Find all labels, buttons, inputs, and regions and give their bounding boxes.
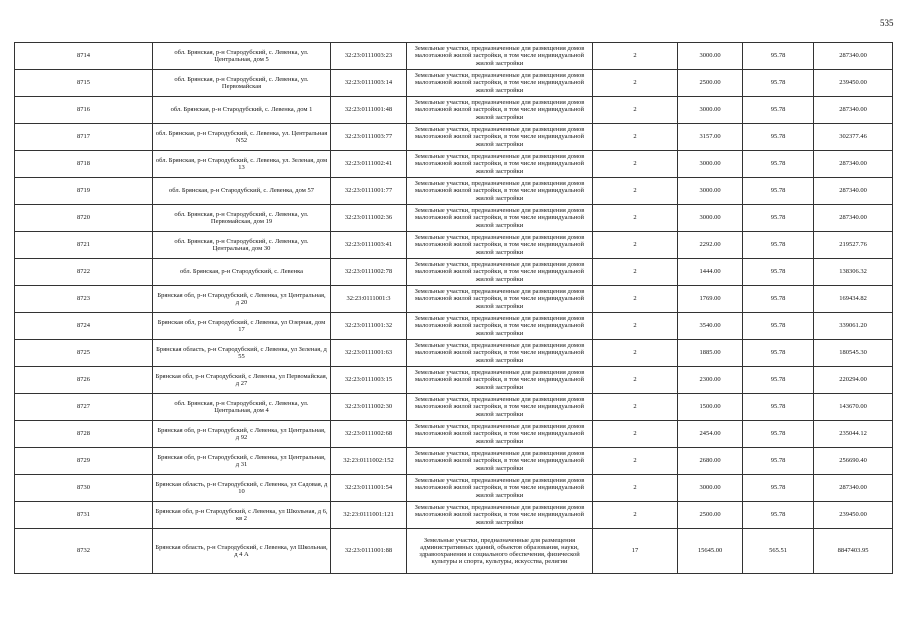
land-use-purpose-cell: Земельные участки, предназначенные для размещения домов малоэтажной жилой застройки, в том числе индивидуальной жилой застройки [407,97,593,124]
page-number: 535 [880,18,894,28]
address-cell: обл. Брянская, р-н Стародубский, с. Левенка, дом 57 [153,178,331,205]
address-cell: Брянская область, р-н Стародубский, с Левенка, ул Школьная, д 4 А [153,529,331,574]
cadastral-number-cell: 32:23:0111001:32 [331,313,407,340]
area-cell: 1444.00 [678,259,743,286]
cadastral-value-cell: 169434.82 [814,286,893,313]
cadastral-value-cell: 220294.00 [814,367,893,394]
specific-value-cell: 95.78 [743,124,814,151]
area-cell: 1885.00 [678,340,743,367]
address-cell: Брянская обл, р-н Стародубский, с Левенка, ул Первомайская, д 27 [153,367,331,394]
row-number-cell: 8728 [15,421,153,448]
table-row [15,205,893,232]
area-cell: 3000.00 [678,97,743,124]
cadastral-number-cell: 32:23:0111002:41 [331,151,407,178]
cadastral-value-cell: 339061.20 [814,313,893,340]
address-cell: обл. Брянская, р-н Стародубский, с. Левенка, ул. Зеленая, дом 13 [153,151,331,178]
land-use-purpose-cell: Земельные участки, предназначенные для размещения домов малоэтажной жилой застройки, в том числе индивидуальной жилой застройки [407,232,593,259]
row-number-cell: 8729 [15,448,153,475]
cadastral-number-cell: 32:23:0111003:41 [331,232,407,259]
cadastral-value-cell: 219527.76 [814,232,893,259]
address-cell: обл. Брянская, р-н Стародубский, с. Левенка, дом 1 [153,97,331,124]
use-group-cell: 2 [593,475,678,502]
specific-value-cell: 95.78 [743,421,814,448]
use-group-cell: 2 [593,151,678,178]
land-use-purpose-cell: Земельные участки, предназначенные для размещения домов малоэтажной жилой застройки, в том числе индивидуальной жилой застройки [407,124,593,151]
address-cell: Брянская область, р-н Стародубский, с Левенка, ул Зеленая, д 55 [153,340,331,367]
address-cell: обл. Брянская, р-н Стародубский, с. Левенка, ул. Первомайская [153,70,331,97]
cadastral-number-cell: 32:23:0111003:15 [331,367,407,394]
specific-value-cell: 95.78 [743,394,814,421]
address-cell: Брянская обл, р-н Стародубский, с Левенка, ул Школьная, д 6, кв 2 [153,502,331,529]
table-row [15,43,893,70]
cadastral-number-cell: 32:23:0111001:88 [331,529,407,574]
area-cell: 15645.00 [678,529,743,574]
row-number-cell: 8724 [15,313,153,340]
area-cell: 3157.00 [678,124,743,151]
land-use-purpose-cell: Земельные участки, предназначенные для размещения домов малоэтажной жилой застройки, в том числе индивидуальной жилой застройки [407,475,593,502]
cadastral-value-cell: 287340.00 [814,205,893,232]
land-use-purpose-cell: Земельные участки, предназначенные для размещения домов малоэтажной жилой застройки, в том числе индивидуальной жилой застройки [407,448,593,475]
cadastral-value-cell: 287340.00 [814,178,893,205]
specific-value-cell: 95.78 [743,286,814,313]
area-cell: 2292.00 [678,232,743,259]
specific-value-cell: 95.78 [743,259,814,286]
cadastral-number-cell: 32:23:0111002:152 [331,448,407,475]
land-use-purpose-cell: Земельные участки, предназначенные для размещения домов малоэтажной жилой застройки, в том числе индивидуальной жилой застройки [407,313,593,340]
table-row [15,448,893,475]
area-cell: 2300.00 [678,367,743,394]
specific-value-cell: 95.78 [743,502,814,529]
table-row [15,286,893,313]
area-cell: 2680.00 [678,448,743,475]
area-cell: 3000.00 [678,475,743,502]
row-number-cell: 8727 [15,394,153,421]
land-use-purpose-cell: Земельные участки, предназначенные для размещения домов малоэтажной жилой застройки, в том числе индивидуальной жилой застройки [407,205,593,232]
use-group-cell: 17 [593,529,678,574]
use-group-cell: 2 [593,286,678,313]
cadastral-number-cell: 32:23:0111002:78 [331,259,407,286]
address-cell: обл. Брянская, р-н Стародубский, с. Левенка, ул. Первомайская, дом 19 [153,205,331,232]
cadastral-number-cell: 32:23:0111003:23 [331,43,407,70]
row-number-cell: 8715 [15,70,153,97]
land-use-purpose-cell: Земельные участки, предназначенные для размещения домов малоэтажной жилой застройки, в том числе индивидуальной жилой застройки [407,259,593,286]
cadastral-value-cell: 180545.30 [814,340,893,367]
land-use-purpose-cell: Земельные участки, предназначенные для размещения домов малоэтажной жилой застройки, в том числе индивидуальной жилой застройки [407,178,593,205]
cadastral-value-cell: 239450.00 [814,70,893,97]
use-group-cell: 2 [593,43,678,70]
area-cell: 1769.00 [678,286,743,313]
address-cell: Брянская область, р-н Стародубский, с Левенка, ул Садовая, д 10 [153,475,331,502]
area-cell: 2500.00 [678,502,743,529]
land-use-purpose-cell: Земельные участки, предназначенные для размещения домов малоэтажной жилой застройки, в том числе индивидуальной жилой застройки [407,367,593,394]
specific-value-cell: 95.78 [743,70,814,97]
table-row [15,151,893,178]
table-row [15,178,893,205]
address-cell: обл. Брянская, р-н Стародубский, с. Левенка [153,259,331,286]
row-number-cell: 8722 [15,259,153,286]
cadastral-number-cell: 32:23:0111001:3 [331,286,407,313]
area-cell: 3000.00 [678,178,743,205]
area-cell: 2454.00 [678,421,743,448]
row-number-cell: 8731 [15,502,153,529]
specific-value-cell: 95.78 [743,178,814,205]
row-number-cell: 8717 [15,124,153,151]
cadastral-number-cell: 32:23:0111002:30 [331,394,407,421]
cadastral-number-cell: 32:23:0111001:63 [331,340,407,367]
row-number-cell: 8718 [15,151,153,178]
cadastral-number-cell: 32:23:0111001:48 [331,97,407,124]
cadastral-value-cell: 8847403.95 [814,529,893,574]
row-number-cell: 8723 [15,286,153,313]
cadastral-number-cell: 32:23:0111002:36 [331,205,407,232]
land-use-purpose-cell: Земельные участки, предназначенные для размещения домов малоэтажной жилой застройки, в том числе индивидуальной жилой застройки [407,340,593,367]
cadastral-value-cell: 287340.00 [814,475,893,502]
area-cell: 3000.00 [678,205,743,232]
cadastral-number-cell: 32:23:0111001:121 [331,502,407,529]
table-row [15,259,893,286]
address-cell: Брянская обл, р-н Стародубский, с Левенка, ул Озерная, дом 17 [153,313,331,340]
specific-value-cell: 95.78 [743,205,814,232]
land-use-purpose-cell: Земельные участки, предназначенные для размещения домов малоэтажной жилой застройки, в том числе индивидуальной жилой застройки [407,286,593,313]
row-number-cell: 8716 [15,97,153,124]
land-use-purpose-cell: Земельные участки, предназначенные для размещения домов малоэтажной жилой застройки, в том числе индивидуальной жилой застройки [407,70,593,97]
table-row [15,124,893,151]
cadastral-number-cell: 32:23:0111001:54 [331,475,407,502]
table-row [15,475,893,502]
area-cell: 1500.00 [678,394,743,421]
use-group-cell: 2 [593,340,678,367]
address-cell: Брянская обл, р-н Стародубский, с Левенка, ул Центральная, д 20 [153,286,331,313]
land-use-purpose-cell: Земельные участки, предназначенные для размещения административных зданий, объектов образования, науки, здравоохранения и социального обеспечения, физической культуры и спорта, культуры, искусства, религии [407,529,593,574]
specific-value-cell: 95.78 [743,97,814,124]
row-number-cell: 8730 [15,475,153,502]
cadastral-registry-table [14,42,893,574]
row-number-cell: 8719 [15,178,153,205]
land-use-purpose-cell: Земельные участки, предназначенные для размещения домов малоэтажной жилой застройки, в том числе индивидуальной жилой застройки [407,421,593,448]
row-number-cell: 8721 [15,232,153,259]
use-group-cell: 2 [593,259,678,286]
cadastral-value-cell: 235044.12 [814,421,893,448]
table-row [15,394,893,421]
address-cell: обл. Брянская, р-н Стародубский, с. Левенка, ул. Центральная, дом 4 [153,394,331,421]
cadastral-value-cell: 256690.40 [814,448,893,475]
row-number-cell: 8725 [15,340,153,367]
specific-value-cell: 95.78 [743,43,814,70]
specific-value-cell: 95.78 [743,313,814,340]
table-row [15,502,893,529]
use-group-cell: 2 [593,448,678,475]
table-row [15,232,893,259]
area-cell: 3000.00 [678,151,743,178]
cadastral-value-cell: 138306.32 [814,259,893,286]
row-number-cell: 8732 [15,529,153,574]
cadastral-number-cell: 32:23:0111002:68 [331,421,407,448]
address-cell: обл. Брянская, р-н Стародубский, с. Левенка, ул. Центральная, дом 5 [153,43,331,70]
specific-value-cell: 95.78 [743,448,814,475]
registry-table-body [15,43,893,574]
table-row [15,97,893,124]
use-group-cell: 2 [593,124,678,151]
specific-value-cell: 95.78 [743,475,814,502]
cadastral-value-cell: 143670.00 [814,394,893,421]
specific-value-cell: 95.78 [743,340,814,367]
row-number-cell: 8714 [15,43,153,70]
land-use-purpose-cell: Земельные участки, предназначенные для размещения домов малоэтажной жилой застройки, в том числе индивидуальной жилой застройки [407,151,593,178]
row-number-cell: 8726 [15,367,153,394]
cadastral-value-cell: 287340.00 [814,151,893,178]
use-group-cell: 2 [593,97,678,124]
address-cell: Брянская обл, р-н Стародубский, с Левенка, ул Центральная, д 92 [153,421,331,448]
table-row [15,70,893,97]
use-group-cell: 2 [593,421,678,448]
cadastral-value-cell: 239450.00 [814,502,893,529]
table-row [15,421,893,448]
cadastral-number-cell: 32:23:0111003:14 [331,70,407,97]
table-row [15,340,893,367]
table-row [15,367,893,394]
row-number-cell: 8720 [15,205,153,232]
use-group-cell: 2 [593,205,678,232]
cadastral-value-cell: 287340.00 [814,43,893,70]
specific-value-cell: 95.78 [743,151,814,178]
specific-value-cell: 95.78 [743,232,814,259]
area-cell: 2500.00 [678,70,743,97]
cadastral-number-cell: 32:23:0111003:77 [331,124,407,151]
use-group-cell: 2 [593,313,678,340]
cadastral-value-cell: 302377.46 [814,124,893,151]
table-row [15,313,893,340]
land-use-purpose-cell: Земельные участки, предназначенные для размещения домов малоэтажной жилой застройки, в том числе индивидуальной жилой застройки [407,502,593,529]
land-use-purpose-cell: Земельные участки, предназначенные для размещения домов малоэтажной жилой застройки, в том числе индивидуальной жилой застройки [407,394,593,421]
use-group-cell: 2 [593,367,678,394]
address-cell: обл. Брянская, р-н Стародубский, с. Левенка, ул. Центральная, дом 30 [153,232,331,259]
table-row [15,529,893,574]
cadastral-value-cell: 287340.00 [814,97,893,124]
address-cell: обл. Брянская, р-н Стародубский, с. Левенка, ул. Центральная N52 [153,124,331,151]
address-cell: Брянская обл, р-н Стародубский, с Левенка, ул Центральная, д 31 [153,448,331,475]
cadastral-number-cell: 32:23:0111001:77 [331,178,407,205]
area-cell: 3000.00 [678,43,743,70]
specific-value-cell: 565.51 [743,529,814,574]
use-group-cell: 2 [593,70,678,97]
area-cell: 3540.00 [678,313,743,340]
land-use-purpose-cell: Земельные участки, предназначенные для размещения домов малоэтажной жилой застройки, в том числе индивидуальной жилой застройки [407,43,593,70]
use-group-cell: 2 [593,502,678,529]
use-group-cell: 2 [593,232,678,259]
use-group-cell: 2 [593,394,678,421]
specific-value-cell: 95.78 [743,367,814,394]
use-group-cell: 2 [593,178,678,205]
